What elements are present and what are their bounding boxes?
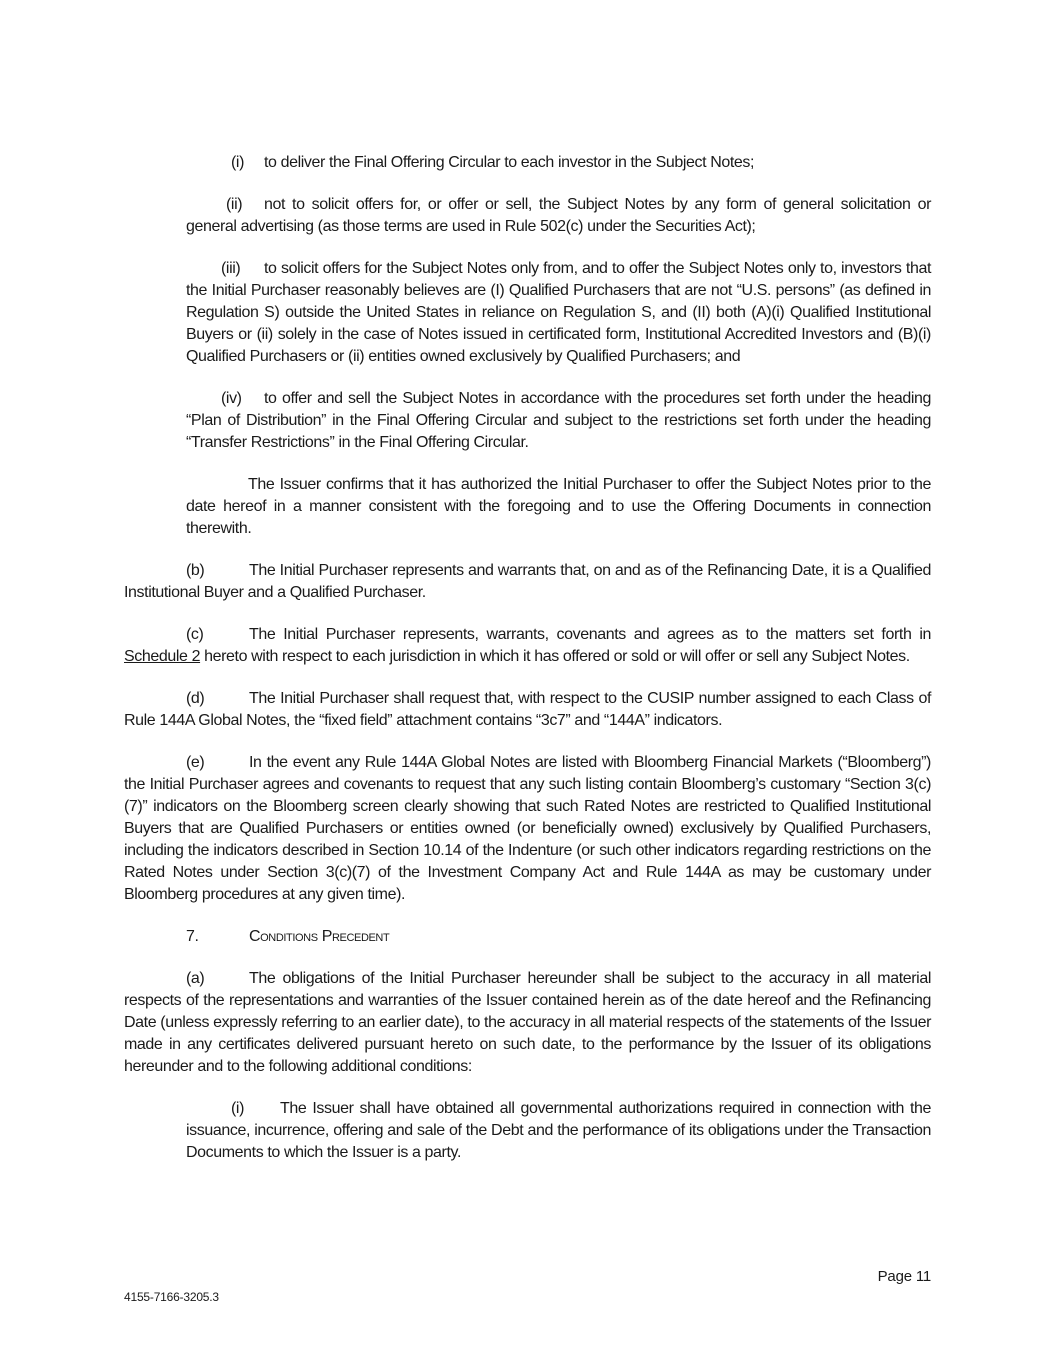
clause-text: The Initial Purchaser represents and warrants that, on and as of the Refinancing Date, it is a Qualified Institutional Buyer and a Qualified Purchaser.	[124, 562, 931, 601]
clause-b	[124, 560, 931, 604]
confirm-paragraph: The Issuer confirms that it has authorized the Initial Purchaser to offer the Subject Notes prior to the date hereof in a manner consistent with the foregoing and to use the Offering Documents in connection therewith.	[186, 476, 931, 537]
clause-e	[124, 752, 931, 906]
clause-text: hereto with respect to each jurisdiction in which it has offered or sold or will offer or sell any Subject Notes.	[200, 648, 910, 665]
subclause-label: (i)	[231, 154, 245, 171]
subclause-text: to deliver the Final Offering Circular to each investor in the Subject Notes;	[264, 154, 755, 171]
subclause-label: (iv)	[221, 390, 242, 407]
document-id: 4155-7166-3205.3	[124, 1290, 219, 1304]
clause-text: The Initial Purchaser shall request that, with respect to the CUSIP number assigned to each Class of Rule 144A Global Notes, the “fixed field” attachment contains “3c7” and “144A” indicators.	[124, 690, 931, 729]
clause-c	[124, 624, 931, 668]
subclause-label: (i)	[231, 1100, 245, 1117]
clause-7a	[124, 968, 931, 1078]
page-number: Page 11	[877, 1268, 931, 1285]
clause-text: The Initial Purchaser represents, warrants, covenants and agrees as to the matters set forth in	[249, 626, 931, 643]
clause-label: (a)	[186, 970, 205, 987]
section-title: Conditions Precedent	[249, 928, 390, 945]
subclause-text: The Issuer shall have obtained all governmental authorizations required in connection with the issuance, incurrence, offering and sale of the Debt and the performance of its obligations under the Transaction Documents to which the Issuer is a party.	[186, 1100, 931, 1161]
subclause-text: to solicit offers for the Subject Notes only from, and to offer the Subject Notes only to, investors that the Initial Purchaser reasonably believes are (I) Qualified Purchasers that are not “U.S. persons” (as defined in Regulation S) outside the United States in reliance on Regulation S, and (II) both (A)(i) Qualified Institutional Buyers or (ii) solely in the case of Notes issued in certificated form, Institutional Accredited Investors and (B)(i) Qualified Purchasers or (ii) entities owned exclusively by Qualified Purchasers; and	[186, 260, 931, 365]
clause-label: (d)	[186, 690, 205, 707]
subclause-iii	[186, 258, 931, 368]
clause-d	[124, 688, 931, 732]
section-7-heading	[124, 926, 931, 948]
section-number: 7.	[186, 928, 199, 945]
subclause-label: (iii)	[221, 260, 241, 277]
clause-text: The obligations of the Initial Purchaser hereunder shall be subject to the accuracy in all material respects of the representations and warranties of the Issuer contained herein as of the date hereof and the Refinancing Date (unless expressly referring to an earlier date), to the accuracy in all material respects of the statements of the Issuer made in any certificates delivered pursuant hereto on such date, to the performance by the Issuer of its obligations hereunder and to the following additional conditions:	[124, 970, 931, 1075]
document-body	[124, 152, 931, 1184]
subclause-text: to offer and sell the Subject Notes in accordance with the procedures set forth under the heading “Plan of Distribution” in the Final Offering Circular and subject to the restrictions set forth under the heading “Transfer Restrictions” in the Final Offering Circular.	[186, 390, 931, 451]
clause-label: (e)	[186, 754, 205, 771]
schedule-2-link[interactable]: Schedule 2	[124, 648, 201, 665]
subclause-label: (ii)	[226, 196, 243, 213]
clause-7a-i	[186, 1098, 931, 1164]
clause-label: (c)	[186, 626, 204, 643]
subclause-iv	[186, 388, 931, 454]
clause-label: (b)	[186, 562, 205, 579]
subclause-i	[186, 152, 931, 174]
clause-text: In the event any Rule 144A Global Notes are listed with Bloomberg Financial Markets (“Bloomberg”) the Initial Purchaser agrees and covenants to request that any such listing contain Bloomberg’s customary “Section 3(c)(7)” indicators on the Bloomberg screen clearly showing that such Rated Notes are restricted to Qualified Institutional Buyers that are Qualified Purchasers or entities owned (or beneficially owned) exclusively by Qualified Purchasers, including the indicators described in Section 10.14 of the Indenture (or such other indicators regarding restrictions on the Rated Notes under Section 3(c)(7) of the Investment Company Act and Rule 144A as may be customary under Bloomberg procedures at any given time).	[124, 754, 931, 903]
subclause-text: not to solicit offers for, or offer or sell, the Subject Notes by any form of general solicitation or general advertising (as those terms are used in Rule 502(c) under the Securities Act);	[186, 196, 931, 235]
subclause-ii	[186, 194, 931, 238]
